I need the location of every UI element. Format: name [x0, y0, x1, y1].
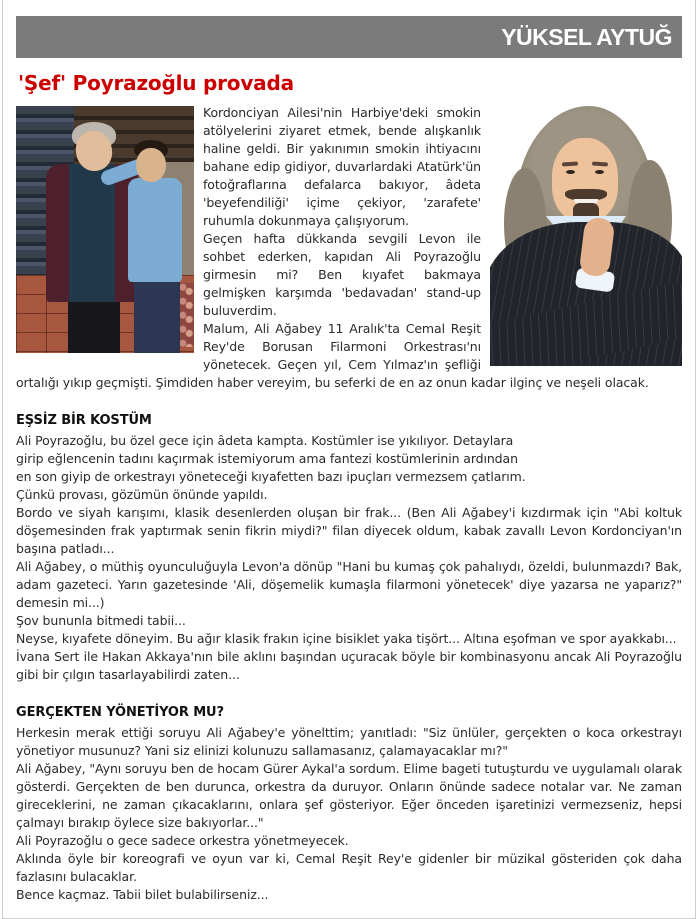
section-paragraph: Bence kaçmaz. Tabii bilet bulabilirseniz...	[16, 887, 269, 902]
section-paragraph: Herkesin merak ettiği soruyu Ali Ağabey'e yönelttim; yanıtladı: "Siz ünlüler, gerçekten o koca orkestrayı yönetiyor musunuz? Yani siz elinizi kolunuzu sallamasanız, çalamayacaklar mı?"	[16, 725, 682, 758]
section-paragraph: Bordo ve siyah karışımı, klasik desenlerden oluşan bir frak... (Ben Ali Ağabey'i kızdırmak için "Abi koltuk döşemesinden frak yaptırmak senin fikrin miydi?" filan diyecek oldum, kabak zavallı Levon Kordonciyan'ın başına patladı...	[16, 505, 682, 556]
intro-paragraph: Malum, Ali Ağabey 11 Aralık'ta Cemal Reşit Rey'de Borusan Filarmoni Orkestrası'nı yönetecek. Geçen yıl, Cem Yılmaz'ın şefliği ortalığı yıkıp geçmişti. Şimdiden haber vereyim, bu seferki de en az onun kadar ilginç ve neşeli olacak.	[16, 321, 649, 390]
younger-man-legs	[134, 282, 180, 353]
older-man-legs	[68, 298, 120, 353]
section-paragraph: İvana Sert ile Hakan Akkaya'nın bile aklını başından uçuracak böyle bir kombinasyonu ancak Ali Poyrazoğlu gibi bir çılgın tasarlayabilirdi zaten...	[16, 649, 682, 682]
younger-man-head	[136, 148, 166, 182]
section-paragraph: Ali Poyrazoğlu o gece sadece orkestra yönetmeyecek.	[16, 833, 349, 848]
younger-man-shirt	[128, 178, 182, 282]
photo-fitting-scene	[16, 106, 194, 353]
section-paragraph: Aklında öyle bir koreografi ve oyun var ki, Cemal Reşit Rey'e gidenler bir müzikal gösteriden çok daha fazlasını bulacaklar.	[16, 851, 682, 884]
columnist-name: YÜKSEL AYTUĞ	[501, 23, 672, 50]
section-paragraph: Neyse, kıyafete döneyim. Bu ağır klasik frakın içine bisiklet yaka tişört... Altına eşofman ve spor ayakkabı...	[16, 631, 677, 646]
section-paragraph: Ali Ağabey, o müthiş oyunculuğuyla Levon'a dönüp "Hani bu kumaş çok pahalıydı, özeldi, bulunmazdı? Bak, adam gazeteci. Yarın gazetesinde 'Ali, döşemelik kumaşla filarmoni yönetecek' diye yazarsa ne yaparız?" demesin mi...)	[16, 559, 682, 610]
section-paragraph: girip eğlencenin tadını kaçırmak istemiyorum ama fantezi kostümlerinin ardından	[16, 451, 518, 466]
article-page	[2, 0, 696, 919]
photo-columnist-portrait	[490, 104, 682, 366]
portrait-eye-right	[595, 170, 604, 174]
intro-paragraph: Geçen hafta dükkanda sevgili Levon ile sohbet ederken, kapıdan Ali Poyrazoğlu girmesin mi? Ben kıyafet bakmaya gelmişken karşımda 'bedavadan' stand-up buluverdim.	[203, 231, 481, 318]
section-paragraph: Ali Ağabey, "Aynı soruyu ben de hocam Gürer Aykal'a sordum. Elime bageti tutuşturdu ve uygulamalı olarak gösterdi. Gerçekten de ben durunca, orkestra da duruyor. Onların önünde sadece notalar var. Ne zaman gireceklerini, ne zaman çıkacaklarını, onlara şef gösteriyor. Eğer önceden işaretinizi vermezseniz, hepsi çalmayı bırakıp öylece size bakıyorlar..."	[16, 761, 682, 830]
article-body	[16, 104, 682, 904]
intro-paragraph: Kordonciyan Ailesi'nin Harbiye'deki smokin atölyelerini ziyaret etmek, bende alışkanlık haline geldi. Bir yakınımın smokin ihtiyacını bahane edip gidiyor, duvarlardaki Atatürk'ün fotoğraflarına defalarca bakıyor, âdeta 'beyefendiliği' içime çekiyor, 'zarafete' ruhumla dokunmaya çalışıyorum.	[203, 105, 481, 228]
section-heading-costume: EŞSİZ BİR KOSTÜM	[16, 413, 152, 428]
column-header-bar	[16, 16, 682, 58]
section-paragraph: Şov bununla bitmedi tabii...	[16, 613, 186, 628]
section-heading-conducting: GERÇEKTEN YÖNETİYOR MU?	[16, 705, 224, 720]
section-paragraph: en son giyip de orkestrayı yöneteceği kıyafetten bazı ipuçları vermezsem çatlarım.	[16, 469, 526, 484]
section-paragraph: Çünkü provası, gözümün önünde yapıldı.	[16, 487, 268, 502]
portrait-eye-left	[566, 170, 575, 174]
article-headline: 'Şef' Poyrazoğlu provada	[18, 71, 294, 95]
older-man-frock-coat	[46, 164, 138, 302]
section-paragraph: Ali Poyrazoğlu, bu özel gece için âdeta kampta. Kostümler ise yıkılıyor. Detaylara	[16, 433, 514, 448]
